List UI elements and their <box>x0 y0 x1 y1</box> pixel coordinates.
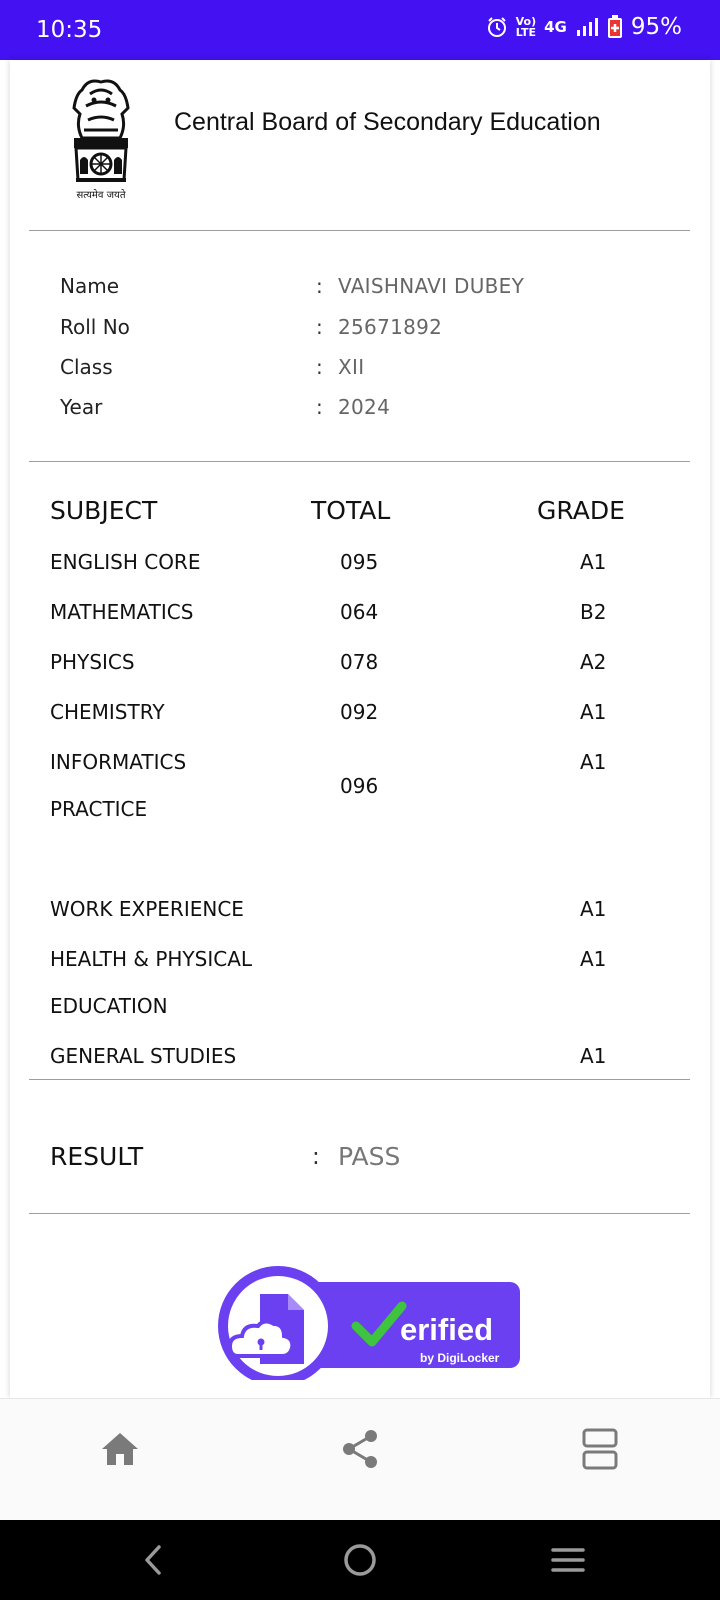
status-time: 10:35 <box>36 17 103 43</box>
home-nav-button[interactable] <box>330 1534 390 1586</box>
total-cell: 096 <box>340 774 379 798</box>
total-cell: 095 <box>340 550 379 574</box>
subject-cell: WORK EXPERIENCE <box>50 897 244 921</box>
view-toggle-icon <box>582 1427 618 1471</box>
subject-cell-line2: EDUCATION <box>50 994 168 1018</box>
colon: : <box>316 395 323 419</box>
view-toggle-button[interactable] <box>570 1419 630 1479</box>
year-value: 2024 <box>338 395 391 419</box>
result-value: PASS <box>338 1142 401 1171</box>
grade-cell: A1 <box>580 550 607 574</box>
digilocker-verified-badge <box>214 1260 526 1380</box>
result-label: RESULT <box>50 1142 144 1171</box>
grade-header: GRADE <box>537 496 625 525</box>
total-cell: 078 <box>340 650 379 674</box>
class-label: Class <box>60 355 113 379</box>
grade-cell: A2 <box>580 650 607 674</box>
marksheet-card <box>10 60 710 1398</box>
emblem-motto: सत्यमेव जयते <box>76 190 126 201</box>
ashoka-emblem-icon <box>60 74 142 204</box>
status-bar <box>0 0 720 60</box>
system-nav-bar <box>0 1520 720 1600</box>
battery-percent: 95% <box>630 14 682 40</box>
total-header: TOTAL <box>311 496 391 525</box>
grade-cell: B2 <box>580 600 607 624</box>
alarm-icon <box>486 16 508 38</box>
volte-indicator: Vo) LTE <box>515 15 537 39</box>
grade-cell: A1 <box>580 1044 607 1068</box>
roll-no-label: Roll No <box>60 315 130 339</box>
share-icon <box>339 1428 381 1470</box>
home-icon <box>100 1431 140 1467</box>
grade-cell: A1 <box>580 700 607 724</box>
verified-text: erified <box>400 1312 494 1347</box>
subject-cell: CHEMISTRY <box>50 700 165 724</box>
roll-no-value: 25671892 <box>338 315 443 339</box>
recents-button[interactable] <box>538 1534 598 1586</box>
grade-cell: A1 <box>580 947 607 971</box>
bottom-action-bar <box>0 1398 720 1521</box>
subject-cell-line1: INFORMATICS <box>50 750 187 774</box>
back-button[interactable] <box>123 1534 183 1586</box>
grade-cell: A1 <box>580 897 607 921</box>
colon: : <box>316 315 323 339</box>
colon: : <box>316 274 323 298</box>
subject-header: SUBJECT <box>50 496 158 525</box>
class-value: XII <box>338 355 365 379</box>
grade-cell: A1 <box>580 750 607 774</box>
total-cell: 092 <box>340 700 379 724</box>
subject-cell-line1: HEALTH & PHYSICAL <box>50 947 253 971</box>
divider-table <box>29 1079 690 1080</box>
home-circle-icon <box>342 1542 378 1578</box>
subject-cell: MATHEMATICS <box>50 600 194 624</box>
subject-cell: PHYSICS <box>50 650 135 674</box>
board-title: Central Board of Secondary Education <box>174 108 601 136</box>
divider-info <box>29 461 690 462</box>
recents-icon <box>550 1546 586 1574</box>
name-value: VAISHNAVI DUBEY <box>338 274 525 298</box>
divider-result <box>29 1213 690 1214</box>
digilocker-text: by DigiLocker <box>420 1351 500 1365</box>
year-label: Year <box>60 395 103 419</box>
network-type: 4G <box>544 18 567 36</box>
divider-header <box>29 230 690 231</box>
total-cell: 064 <box>340 600 379 624</box>
colon: : <box>312 1144 320 1170</box>
colon: : <box>316 355 323 379</box>
name-label: Name <box>60 274 120 298</box>
subject-cell: ENGLISH CORE <box>50 550 201 574</box>
battery-saver-icon <box>607 15 623 39</box>
back-icon <box>141 1544 165 1576</box>
signal-icon <box>575 17 599 37</box>
share-button[interactable] <box>330 1419 390 1479</box>
status-icons <box>486 14 682 40</box>
subject-cell: GENERAL STUDIES <box>50 1044 237 1068</box>
home-button[interactable] <box>90 1419 150 1479</box>
subject-cell-line2: PRACTICE <box>50 797 148 821</box>
